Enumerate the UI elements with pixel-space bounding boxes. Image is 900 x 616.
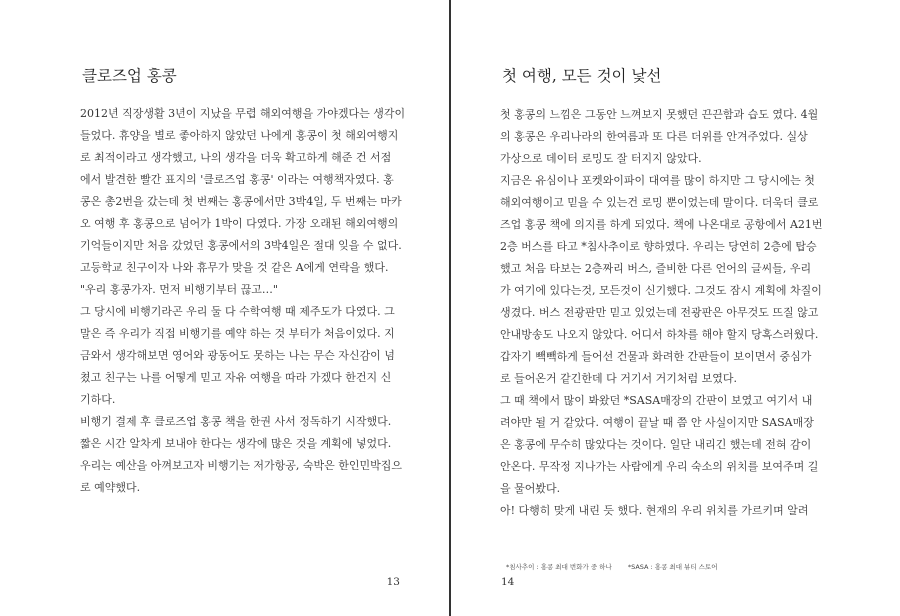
text-line: 의 홍콩은 우리나라의 한여름과 또 다른 더위를 안겨주었다. 실상 <box>500 130 808 143</box>
text-line: 해외여행이고 믿을 수 있는건 로밍 뿐이었는데 말이다. 더욱더 클로 <box>500 196 819 209</box>
text-line: 로 들어온거 같긴한데 다 거기서 거기처럼 보였다. <box>500 372 737 385</box>
text-line: 생겼다. 버스 전광판만 믿고 있었는데 전광판은 아무것도 뜨질 않고 <box>500 306 819 319</box>
text-line: 고등학교 친구이자 나와 휴무가 맞을 것 같은 A에게 연락을 했다. <box>80 261 389 274</box>
text-line: 2층 버스를 타고 *침사추이로 향하였다. 우리는 당연히 2층에 탑승 <box>500 240 817 253</box>
text-line: 쳤고 친구는 나를 어떻게 믿고 자유 여행을 따라 가겠다 한건지 신 <box>80 371 392 384</box>
left-page-title: 클로즈업 홍콩 <box>82 67 177 85</box>
text-line: 로 예약했다. <box>80 481 141 494</box>
text-line: 첫 홍콩의 느낌은 그동안 느껴보지 못했던 끈끈함과 습도 였다. 4월 <box>500 108 819 121</box>
text-line: 지금은 유심이나 포켓와이파이 대여를 많이 하지만 그 당시에는 첫 <box>500 174 815 187</box>
text-line: 가 여기에 있다는것, 모든것이 신기했다. 그것도 잠시 계획에 차질이 <box>500 284 822 297</box>
text-line: 금와서 생각해보면 영어와 광동어도 못하는 나는 무슨 자신감이 넘 <box>80 349 395 362</box>
right-page <box>500 0 824 616</box>
text-line: 2012년 직장생활 3년이 지났을 무렵 해외여행을 가야겠다는 생각이 <box>80 107 406 120</box>
text-line: 려야만 될 거 같았다. 여행이 끝날 때 쯤 안 사실이지만 SASA매장 <box>500 416 814 429</box>
text-line: 즈업 홍콩 책에 의지를 하게 되었다. 책에 나온대로 공항에서 A21번 <box>500 218 823 231</box>
right-page-body <box>500 104 824 522</box>
text-line: 에서 발견한 빨간 표지의 '클로즈업 홍콩' 이라는 여행책자였다. 홍 <box>80 173 394 186</box>
text-line: 짧은 시간 알차게 보내야 한다는 생각에 많은 것을 계획에 넣었다. <box>80 437 392 450</box>
text-line: 안온다. 무작정 지나가는 사람에게 우리 숙소의 위치를 보여주며 길 <box>500 460 819 473</box>
text-line: 갑자기 빽빽하게 들어선 건물과 화려한 간판들이 보이면서 중심가 <box>500 350 812 363</box>
footnotes <box>500 562 824 571</box>
text-line: 오 여행 후 홍콩으로 넘어가 1박이 다였다. 가장 오래된 해외여행의 <box>80 217 399 230</box>
left-page-number: 13 <box>386 576 400 588</box>
footnote-1: *침사추이 : 홍콩 최대 번화가 중 하나 <box>506 563 612 571</box>
text-line: 기하다. <box>80 393 116 406</box>
text-line: 그 당시에 비행기라곤 우리 둘 다 수학여행 때 제주도가 다였다. 그 <box>80 305 395 318</box>
text-line: 안내방송도 나오지 않았다. 어디서 하차를 해야 할지 당혹스러웠다. <box>500 328 819 341</box>
left-page-body <box>80 103 406 499</box>
right-page-title: 첫 여행, 모든 것이 낯선 <box>502 67 662 85</box>
right-page-number: 14 <box>501 576 515 588</box>
text-line: 했고 처음 타보는 2층짜리 버스, 즐비한 다른 언어의 글씨들, 우리 <box>500 262 812 275</box>
text-line: 말은 즉 우리가 직접 비행기를 예약 하는 것 부터가 처음이었다. 지 <box>80 327 395 340</box>
text-line: 로 최적이라고 생각했고, 나의 생각을 더욱 확고하게 해준 건 서점 <box>80 151 392 164</box>
text-line: "우리 홍콩가자. 먼저 비행기부터 끊고…" <box>80 283 278 296</box>
footnote-2: *SASA : 홍콩 최대 뷰티 스토어 <box>627 563 718 571</box>
page-divider <box>449 0 451 616</box>
text-line: 아! 다행히 맞게 내린 듯 했다. 현재의 우리 위치를 가르키며 알려 <box>500 504 809 517</box>
text-line: 비행기 결제 후 클로즈업 홍콩 책을 한권 사서 정독하기 시작했다. <box>80 415 392 428</box>
text-line: 그 때 책에서 많이 봐왔던 *SASA매장의 간판이 보였고 여기서 내 <box>500 394 813 407</box>
text-line: 우리는 예산을 아껴보고자 비행기는 저가항공, 숙박은 한인민박집으 <box>80 459 403 472</box>
text-line: 기억들이지만 처음 갔었던 홍콩에서의 3박4일은 절대 잊을 수 없다. <box>80 239 402 252</box>
text-line: 을 물어봤다. <box>500 482 561 495</box>
text-line: 가상으로 데이터 로밍도 잘 터지지 않았다. <box>500 152 702 165</box>
text-line: 은 홍콩에 무수히 많았다는 것이다. 일단 내리긴 했는데 전혀 감이 <box>500 438 812 451</box>
left-page <box>80 0 406 616</box>
text-line: 들었다. 휴양을 별로 좋아하지 않았던 나에게 홍콩이 첫 해외여행지 <box>80 129 399 142</box>
text-line: 콩은 총2번을 갔는데 첫 번째는 홍콩에서만 3박4일, 두 번째는 마카 <box>80 195 402 208</box>
